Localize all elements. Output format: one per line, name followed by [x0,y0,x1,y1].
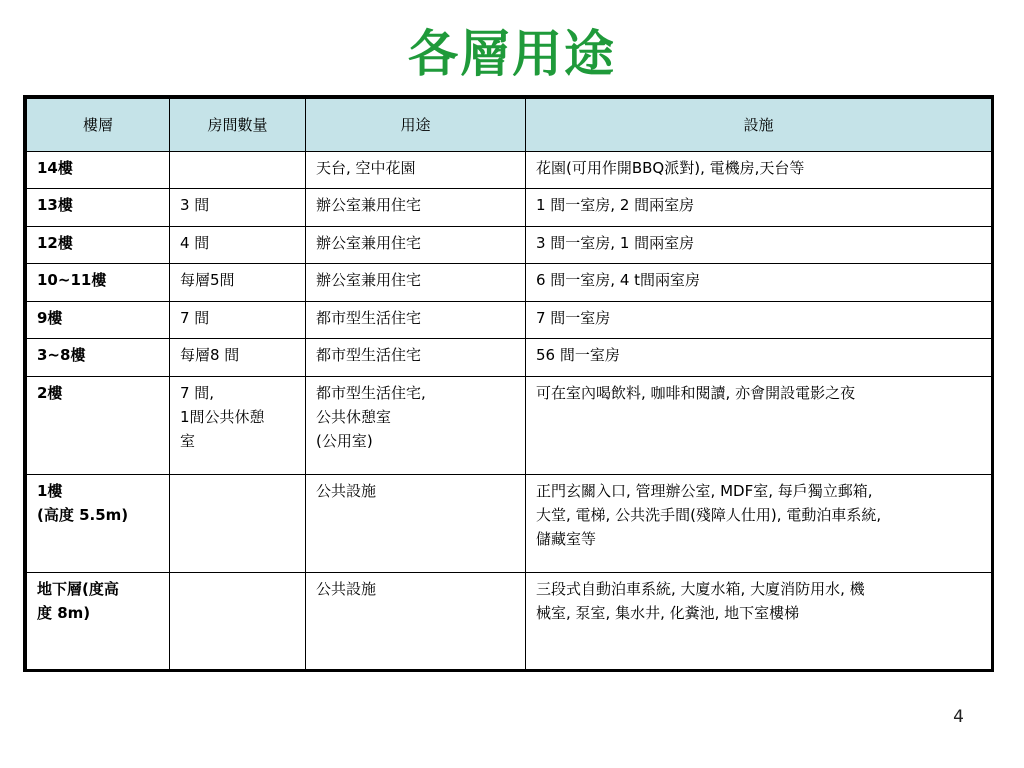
cell-use [306,573,526,671]
cell-facilities [526,377,992,475]
cell-line: 地下層(度高 [37,580,119,598]
header-use: 用途 [306,99,526,152]
cell-floor [27,264,170,302]
cell-rooms [170,152,306,189]
cell-line: (公用室) [316,432,373,450]
table-row [27,302,992,339]
cell-line: 12樓 [37,234,73,252]
cell-line: 室 [180,432,196,450]
cell-floor [27,339,170,377]
cell-use [306,302,526,339]
floor-usage-table [23,95,994,672]
header-rooms: 房間數量 [170,99,306,152]
cell-line: 3 間一室房, 1 間兩室房 [536,234,695,252]
cell-facilities [526,573,992,671]
cell-use [306,475,526,573]
cell-facilities [526,302,992,339]
cell-line: 4 間 [180,234,210,252]
cell-floor [27,573,170,671]
cell-line: 7 間, [180,384,215,402]
cell-line: 14樓 [37,159,73,177]
cell-line: 天台, 空中花園 [316,159,416,177]
cell-floor [27,377,170,475]
cell-line: 7 間 [180,309,210,327]
table-row [27,339,992,377]
table-row [27,475,992,573]
cell-line: 械室, 泵室, 集水井, 化糞池, 地下室樓梯 [536,604,800,622]
cell-rooms [170,302,306,339]
header-facilities: 設施 [526,99,992,152]
slide-title: 各層用途 [408,25,616,83]
cell-line: 辦公室兼用住宅 [316,196,422,214]
cell-floor [27,475,170,573]
page-number: 4 [953,707,964,727]
table-row [27,377,992,475]
table-row [27,152,992,189]
cell-rooms [170,264,306,302]
table-row [27,189,992,227]
cell-line: 儲藏室等 [536,530,597,548]
cell-rooms [170,227,306,264]
cell-line: 每層8 間 [180,346,240,364]
cell-line: 度 8m) [37,604,91,622]
cell-line: 都市型生活住宅, [316,384,426,402]
cell-facilities [526,264,992,302]
cell-line: 三段式自動泊車系統, 大廈水箱, 大廈消防用水, 機 [536,580,865,598]
cell-use [306,189,526,227]
cell-floor [27,227,170,264]
table-row [27,573,992,671]
cell-line: 辦公室兼用住宅 [316,234,422,252]
table-header-row [27,99,992,152]
cell-rooms [170,475,306,573]
cell-line: 1 間一室房, 2 間兩室房 [536,196,695,214]
cell-rooms [170,189,306,227]
cell-facilities [526,227,992,264]
cell-line: 都市型生活住宅 [316,346,422,364]
cell-line: 7 間一室房 [536,309,611,327]
cell-line: 辦公室兼用住宅 [316,271,422,289]
cell-line: 花園(可用作開BBQ派對), 電機房,天台等 [536,159,805,177]
cell-line: 2樓 [37,384,63,402]
cell-line: 公共設施 [316,580,377,598]
cell-use [306,264,526,302]
cell-line: 公共設施 [316,482,377,500]
cell-line: 1樓 [37,482,63,500]
cell-facilities [526,475,992,573]
cell-line: 6 間一室房, 4 t間兩室房 [536,271,701,289]
cell-line: 9樓 [37,309,63,327]
cell-use [306,377,526,475]
cell-rooms [170,573,306,671]
cell-line: 56 間一室房 [536,346,620,364]
header-floor: 樓層 [27,99,170,152]
table-row [27,264,992,302]
cell-use [306,339,526,377]
cell-facilities [526,189,992,227]
cell-floor [27,189,170,227]
cell-line: 3~8樓 [37,346,86,364]
cell-line: 3 間 [180,196,210,214]
table-row [27,227,992,264]
cell-use [306,227,526,264]
cell-floor [27,302,170,339]
cell-use [306,152,526,189]
cell-floor [27,152,170,189]
cell-facilities [526,339,992,377]
cell-line: 1間公共休憩 [180,408,265,426]
cell-facilities [526,152,992,189]
cell-line: 10~11樓 [37,271,107,289]
cell-line: 每層5間 [180,271,235,289]
cell-line: 正門玄關入口, 管理辦公室, MDF室, 每戶獨立郵箱, [536,482,873,500]
cell-line: 13樓 [37,196,73,214]
cell-line: 公共休憩室 [316,408,392,426]
cell-line: 都市型生活住宅 [316,309,422,327]
cell-line: 可在室內喝飲料, 咖啡和閱讀, 亦會開設電影之夜 [536,384,856,402]
cell-rooms [170,377,306,475]
cell-line: (高度 5.5m) [37,506,129,524]
cell-rooms [170,339,306,377]
cell-line: 大堂, 電梯, 公共洗手間(殘障人仕用), 電動泊車系統, [536,506,882,524]
